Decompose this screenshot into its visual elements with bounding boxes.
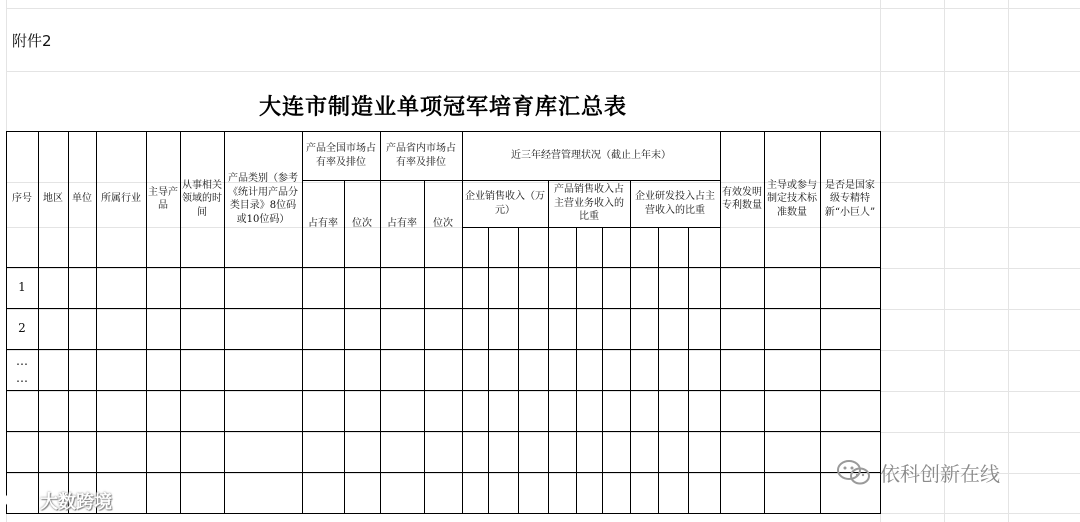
chat-bubble-icon: [4, 490, 36, 512]
header-national-market: 产品全国市场占有率及排位: [306, 143, 376, 168]
table-border: [548, 180, 549, 514]
header-patents: 有效发明专利数量: [722, 186, 762, 211]
row-label: 1: [18, 280, 26, 295]
table-border: [6, 131, 7, 514]
grid-line: [6, 432, 1080, 433]
header-standards: 主导或参与制定技术标准数量: [767, 179, 817, 218]
table-border: [764, 131, 765, 514]
header-national-rank: 位次: [352, 217, 372, 229]
header-product-category: 产品类别（参考《统计用产品分类目录》8位码或10位码）: [228, 173, 298, 225]
header-product-sales-ratio: 产品销售收入占主营业务收入的比重: [554, 184, 624, 223]
table-border: [380, 131, 381, 514]
row-label: … …: [16, 354, 28, 385]
table-border: [180, 131, 181, 514]
table-border: [6, 349, 881, 350]
table-border: [688, 227, 689, 514]
table-border: [6, 390, 881, 391]
table-border: [462, 131, 463, 514]
table-border: [576, 227, 577, 514]
header-provincial-rank: 位次: [433, 217, 453, 229]
table-border: [302, 180, 721, 181]
header-rd-ratio: 企业研发投入占主营收入的比重: [635, 191, 715, 216]
table-border: [6, 431, 881, 432]
table-border: [518, 227, 519, 514]
table-border: [488, 227, 489, 514]
wechat-icon: [836, 459, 872, 487]
header-sales-revenue: 企业销售收入（万元）: [465, 191, 545, 216]
header-national-share: 占有率: [308, 217, 338, 229]
page-title: 大连市制造业单项冠军培育库汇总表: [258, 94, 627, 120]
header-seq: 序号: [12, 193, 32, 205]
grid-line: [944, 0, 945, 522]
table-border: [424, 180, 425, 514]
grid-line: [6, 8, 1080, 9]
header-recent-three-years: 近三年经营管理状况（截止上年末）: [511, 149, 671, 161]
table-border: [224, 131, 225, 514]
watermark-right: [836, 458, 1000, 487]
header-provincial-market: 产品省内市场占有率及排位: [386, 143, 456, 168]
table-border: [6, 513, 881, 514]
header-unit: 单位: [72, 193, 92, 205]
attachment-label: 附件2: [12, 32, 52, 50]
grid-line: [6, 350, 1080, 351]
header-little-giant: 是否是国家级专精特新“小巨人”: [824, 179, 876, 218]
grid-line: [6, 71, 1080, 72]
header-years-in-field: 从事相关领域的时间: [182, 179, 222, 218]
table-border: [6, 308, 881, 309]
row-label: 2: [18, 321, 26, 336]
grid-line: [1008, 0, 1009, 522]
table-border: [302, 131, 303, 514]
table-border: [38, 131, 39, 514]
row-label: [6, 390, 38, 431]
watermark-left: [4, 488, 112, 514]
table-border: [6, 472, 881, 473]
table-border: [630, 180, 631, 514]
table-border: [146, 131, 147, 514]
row-label: [6, 431, 38, 472]
table-border: [6, 267, 881, 268]
header-provincial-share: 占有率: [387, 217, 417, 229]
table-border: [880, 131, 881, 514]
watermark-right-text: 依科创新在线: [880, 462, 1000, 486]
table-border: [602, 227, 603, 514]
table-border: [720, 131, 721, 514]
table-border: [96, 131, 97, 514]
table-border: [6, 131, 881, 132]
table-border: [68, 131, 69, 514]
header-industry: 所属行业: [101, 193, 141, 205]
header-main-product: 主导产品: [148, 186, 178, 211]
header-region: 地区: [43, 193, 63, 205]
table-border: [462, 227, 721, 228]
grid-line: [6, 391, 1080, 392]
grid-line: [6, 309, 1080, 310]
table-border: [820, 131, 821, 514]
watermark-left-text: 大数跨境: [40, 492, 112, 513]
table-border: [344, 180, 345, 514]
grid-line: [6, 268, 1080, 269]
table-border: [658, 227, 659, 514]
